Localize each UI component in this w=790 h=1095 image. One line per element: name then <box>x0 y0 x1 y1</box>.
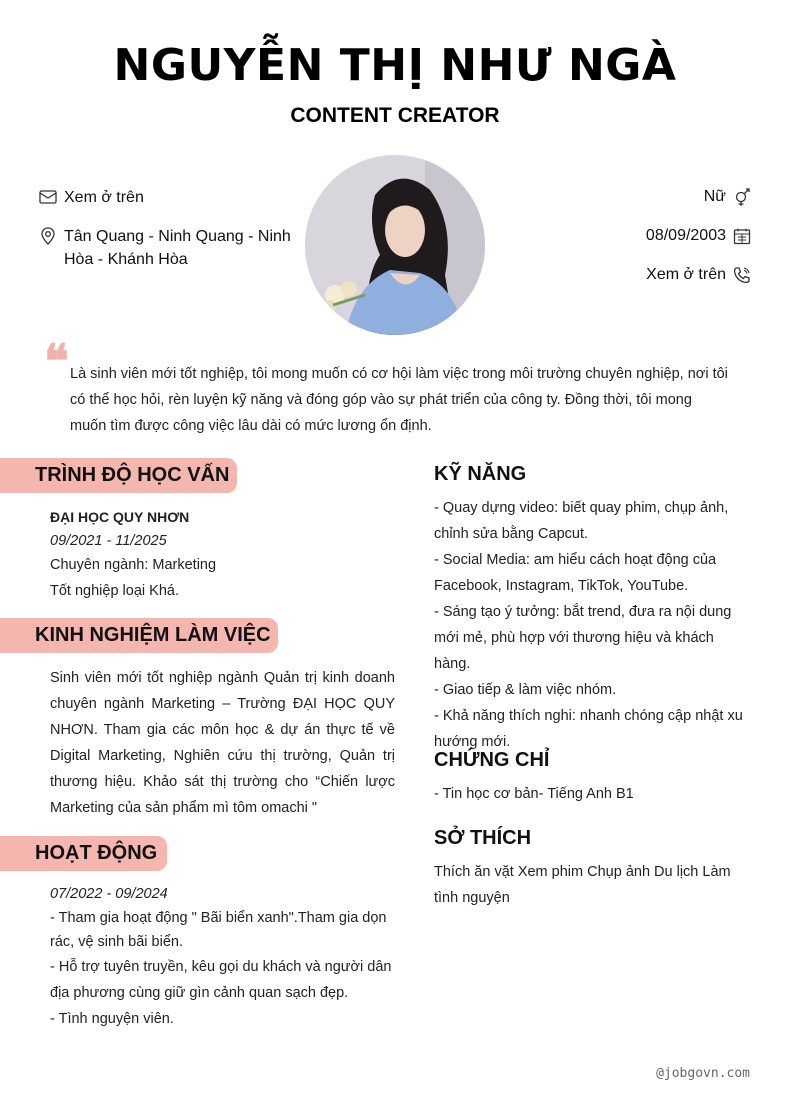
skill-item: - Quay dựng video: biết quay phim, chụp ảnh, chỉnh sửa bằng Capcut. <box>434 500 729 542</box>
full-name: NGUYỄN THỊ NHƯ NGÀ <box>113 40 677 91</box>
certificates-text: - Tin học cơ bản- Tiếng Anh B1 <box>434 786 634 802</box>
contact-birthday <box>532 225 752 249</box>
education-grade: Tốt nghiệp loại Khá. <box>50 583 179 599</box>
contact-address <box>38 225 298 275</box>
location-pin-icon <box>38 226 58 246</box>
education-major: Chuyên ngành: Marketing <box>50 557 217 573</box>
activity-item: - Tham gia hoạt động " Bãi biển xanh".Tham gia dọn rác, vệ sinh bãi biển. <box>50 910 387 950</box>
calendar-icon <box>732 226 752 246</box>
experience-text: Sinh viên mới tốt nghiệp ngành Quản trị kinh doanh chuyên ngành Marketing – Trường ĐẠI HỌC QUY NHƠN. Tham gia các môn học & dự án thực tế về Digital Marketing, Nghiên cứu thị trường, Quản trị thương hiệu. Khảo sát thị trường cho “Chiến lược Marketing của sản phẩm mì tôm omachi " <box>50 670 395 816</box>
job-title: CONTENT CREATOR <box>290 104 500 127</box>
section-education-title: TRÌNH ĐỘ HỌC VẤN <box>0 458 237 493</box>
section-activities-title: HOẠT ĐỘNG <box>0 836 167 871</box>
section-skills-title: KỸ NĂNG <box>434 463 527 485</box>
gender-value: Nữ <box>703 188 726 205</box>
gender-icon <box>732 187 752 207</box>
email-value: Xem ở trên <box>64 189 144 206</box>
activity-item: - Tình nguyện viên. <box>50 1011 174 1027</box>
skill-item: - Sáng tạo ý tưởng: bắt trend, đưa ra nội dung mới mẻ, phù hợp với thương hiệu và khách hàng. <box>434 604 732 672</box>
activities-block <box>50 882 395 1032</box>
section-experience-title: KINH NGHIỆM LÀM VIỆC <box>0 618 278 653</box>
activities-period: 07/2022 - 09/2024 <box>50 886 168 902</box>
education-block <box>50 504 395 604</box>
hobbies-text: Thích ăn vặt Xem phim Chụp ảnh Du lịch Làm tình nguyện <box>434 864 731 906</box>
skill-item: - Giao tiếp & làm việc nhóm. <box>434 682 617 698</box>
birthday-value: 08/09/2003 <box>645 227 726 244</box>
section-hobbies-title: SỞ THÍCH <box>434 827 532 849</box>
activity-item: - Hỗ trợ tuyên truyền, kêu gọi du khách và người dân địa phương cùng giữ gìn cảnh quan sạch đẹp. <box>50 959 392 1001</box>
profile-photo <box>305 155 485 335</box>
section-certificates-title: CHỨNG CHỈ <box>434 749 550 771</box>
footer-watermark: @jobgovn.com <box>656 1066 750 1081</box>
contact-email <box>38 186 298 210</box>
address-value: Tân Quang - Ninh Quang - Ninh Hòa - Khánh Hòa <box>64 228 291 268</box>
school-name: ĐẠI HỌC QUY NHƠN <box>50 509 190 525</box>
phone-value: Xem ở trên <box>646 266 726 283</box>
mail-icon <box>38 187 58 207</box>
contact-phone <box>532 264 752 288</box>
education-period: 09/2021 - 11/2025 <box>50 533 167 549</box>
skill-item: - Social Media: am hiểu cách hoạt động của Facebook, Instagram, TikTok, YouTube. <box>434 552 717 594</box>
skills-list <box>434 495 754 755</box>
contact-gender <box>532 186 752 210</box>
quote-icon: ❝ <box>44 334 69 388</box>
career-objective: Là sinh viên mới tốt nghiệp, tôi mong muốn có cơ hội làm việc trong môi trường chuyên nghiệp, nơi tôi có thể học hỏi, rèn luyện kỹ năng và đóng góp vào sự phát triển của công ty. Đồng thời, tôi mong muốn tìm được công việc lâu dài có mức lương ổn định. <box>70 366 728 434</box>
phone-icon <box>732 265 752 285</box>
skill-item: - Khả năng thích nghi: nhanh chóng cập nhật xu hướng mới. <box>434 708 743 750</box>
